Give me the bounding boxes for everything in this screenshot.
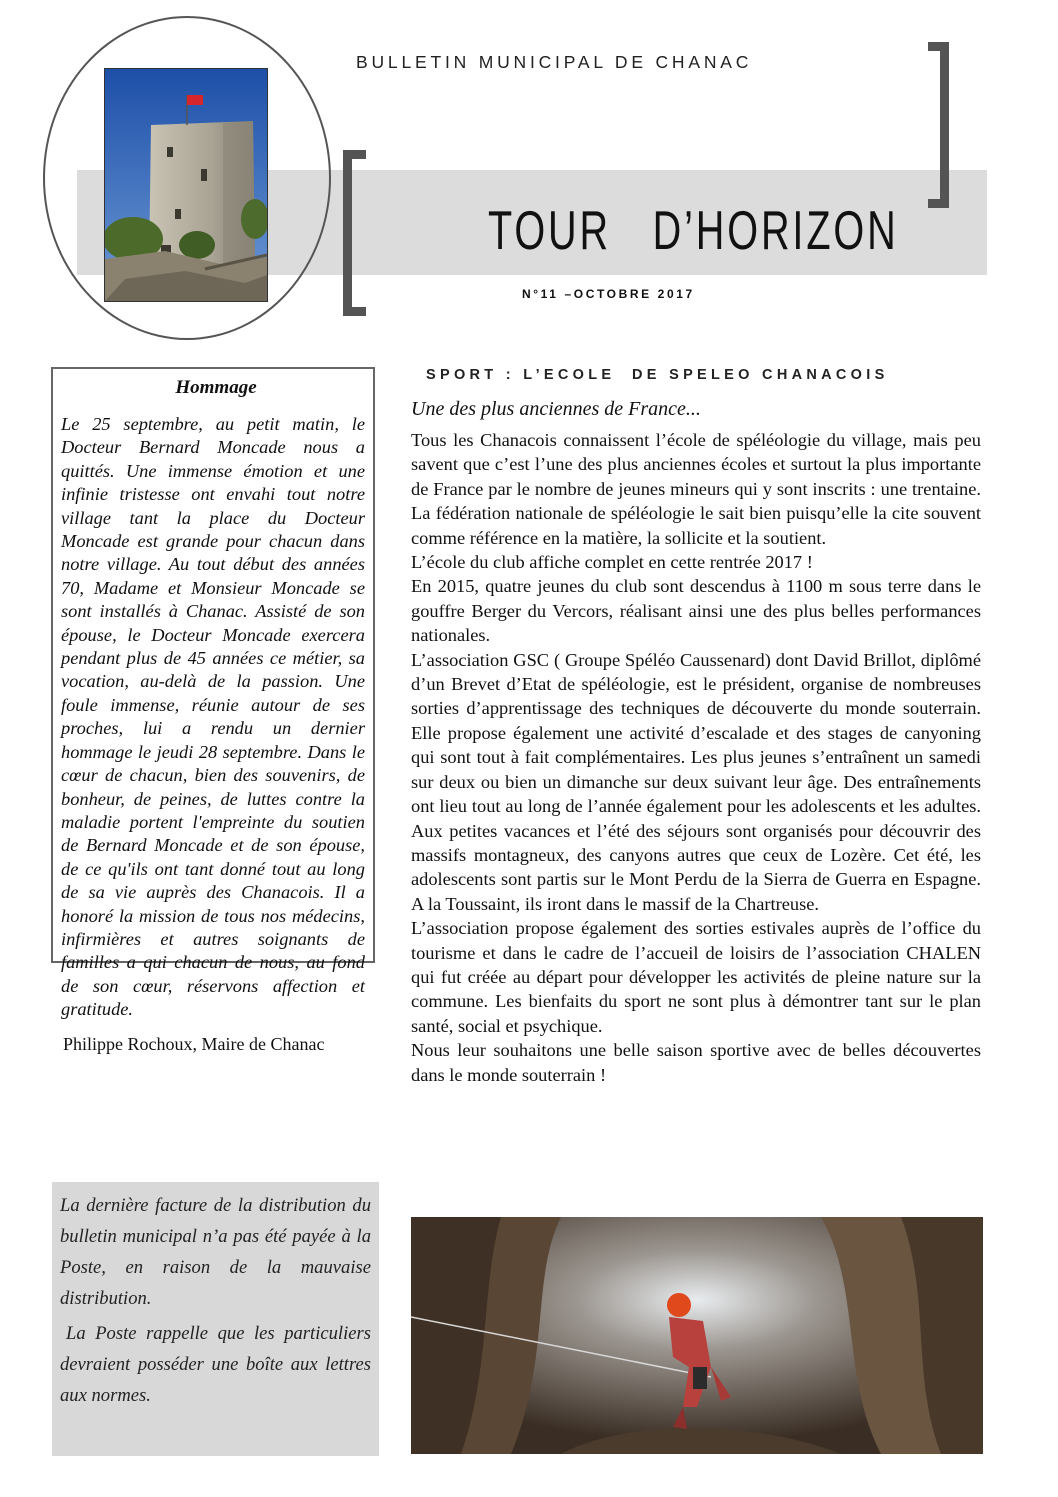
article-subtitle: Une des plus anciennes de France... <box>411 398 701 420</box>
poste-paragraph-2: La Poste rappelle que les particuliers devraient posséder une boîte aux lettres aux normes. <box>60 1323 371 1406</box>
caving-photo <box>411 1217 983 1454</box>
hommage-text: Le 25 septembre, au petit matin, le Docteur Bernard Moncade nous a quittés. Une immense émotion et une infinie tristesse ont envahi tout notre village tant la place du Docteur Moncade est grande pour chacun dans notre village. Au tout début des années 70, Madame et Monsieur Moncade se sont installés à Chanac. Assisté de son épouse, le Docteur Moncade exercera pendant plus de 45 années ce métier, sa vocation, au-delà de la passion. Une foule immense, réunie autour de ses proches, lui a rendu un dernier hommage le jeudi 28 septembre. Dans le cœur de chacun, bien des souvenirs, de bonheur, de peines, de luttes contre la maladie portent l'empreinte du soutien de Bernard Moncade et de son épouse, de ce qu'ils ont tant donné tout au long de sa vie auprès des Chanacois. Il a honoré la mission de tous nos médecins, infirmières et autres soignants de familles a qui chacun de nous, au fond de son cœur, réservons affection et gratitude. <box>61 414 365 1020</box>
tower-photo <box>104 68 268 302</box>
page-title: TOUR D’HORIZON <box>488 199 899 261</box>
article-heading: SPORT : L’ECOLE DE SPELEO CHANACOIS <box>426 367 889 383</box>
article-paragraph: L’école du club affiche complet en cette rentrée 2017 ! <box>411 552 813 573</box>
article-paragraph: En 2015, quatre jeunes du club sont descendus à 1100 m sous terre dans le gouffre Berger du Vercors, réalisant ainsi une des plus belles performances nationales. <box>411 576 981 646</box>
article-paragraph: L’association propose également des sorties estivales auprès de l’office du tourisme et dans le cadre de l’accueil de loisirs de l’association CHALEN qui fut créée au départ pour développer les activités de pleine nature sur la commune. Les bienfaits du sport ne sont plus à démontrer tant sur le plan santé, social et psychique. <box>411 918 981 1036</box>
bulletin-label: BULLETIN MUNICIPAL DE CHANAC <box>356 52 753 72</box>
bracket-right <box>928 42 949 208</box>
hommage-title: Hommage <box>175 377 257 398</box>
hommage-box <box>51 367 375 1054</box>
poste-notice <box>52 1182 379 1456</box>
bracket-left <box>343 150 366 316</box>
poste-paragraph-1: La dernière facture de la distribution du bulletin municipal n’a pas été payée à la Poste, en raison de la mauvaise distribution. <box>60 1195 371 1309</box>
article-paragraph: Tous les Chanacois connaissent l’école de spéléologie du village, mais peu savent que c’est l’une des plus anciennes écoles et surtout la plus importante de France par le nombre de jeunes mineurs qui y sont inscrits : une trentaine. La fédération nationale de spéléologie le sait bien puisqu’elle la cite souvent comme référence en la matière, la sollicite et la soutient. <box>411 430 981 548</box>
article-paragraph: Nous leur souhaitons une belle saison sportive avec de belles découvertes dans le monde souterrain ! <box>411 1040 981 1085</box>
article-paragraph: L’association GSC ( Groupe Spéléo Caussenard) dont David Brillot, diplômé d’un Brevet d’Etat de spéléologie, est le président, organise de nombreuses sorties d’apprentissage des techniques de découverte du monde souterrain. Elle propose également une activité d’escalade et des stages de canyoning qui sont tout à fait complémentaires. Les plus jeunes s’entraînent un samedi sur deux ou bien un dimanche sur deux suivant leur âge. Des entraînements ont lieu tout au long de l’année également pour les adolescents et les adultes. Aux petites vacances et l’été des séjours sont organisés pour découvrir des massifs montagneux, des canyons autres que ceux de Lozère. Cet été, les adolescents sont partis sur le Mont Perdu de la Sierra de Guerra en Espagne. A la Toussaint, ils iront dans le massif de la Chartreuse. <box>411 649 981 914</box>
article-body <box>411 428 981 1087</box>
issue-number: N°11 –OCTOBRE 2017 <box>522 287 695 301</box>
hommage-signature: Philippe Rochoux, Maire de Chanac <box>63 1033 325 1054</box>
